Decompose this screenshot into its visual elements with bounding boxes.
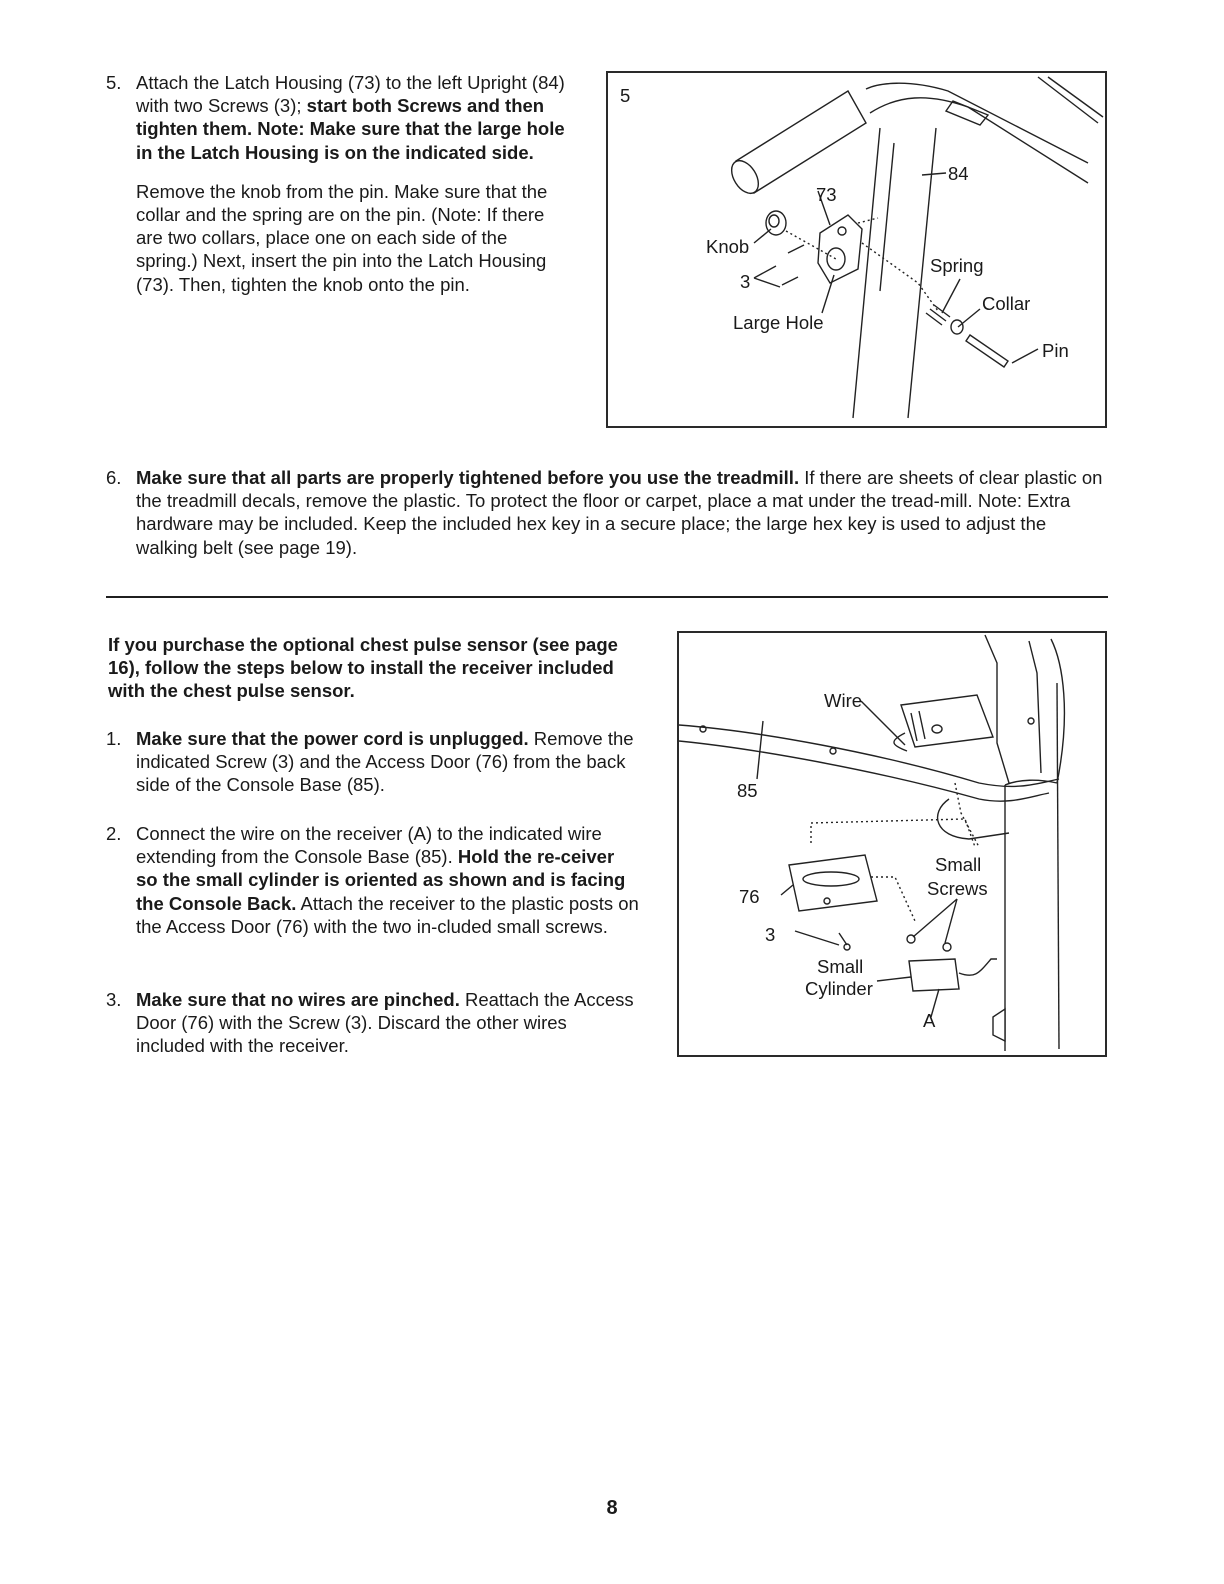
label-small-cylinder-line1: Small (817, 956, 864, 977)
label-small-screws-line1: Small (935, 854, 982, 875)
step-emphasis: Make sure that no wires are pinched. (136, 989, 460, 1010)
step-text: Remove the indicated Screw (3) and the Access Door (76) from the back side of the Console Base (85). (136, 728, 634, 796)
sensor-step-1 (106, 727, 640, 797)
label-small-cylinder-line2: Cylinder (805, 978, 873, 999)
step-text: Reattach the Access Door (76) with the Screw (3). Discard the other wires included with the receiver. (136, 989, 634, 1057)
label-part-84: 84 (948, 163, 969, 184)
step-6 (106, 466, 1108, 559)
label-part-73: 73 (816, 184, 837, 205)
step-number: 6. (106, 467, 122, 488)
chest-sensor-intro: If you purchase the optional chest pulse sensor (see page 16), follow the steps below to install the receiver included with the chest pulse sensor. (108, 634, 618, 702)
step-5-note: Remove the knob from the pin. Make sure that the collar and the spring are on the pin. (Note: If there are two collars, place one on each side of the spring.) Next, insert the pin into the Latch Housing (73). Then, tighten the knob onto the pin. (136, 180, 548, 295)
label-large-hole: Large Hole (733, 312, 824, 333)
sensor-step-3-text (136, 988, 640, 1058)
label-wire: Wire (824, 690, 863, 711)
page-number: 8 (606, 1497, 618, 1519)
step-emphasis: start both Screws and then tighten them. Note: Make sure that the large hole in the Latch Housing is on the indicated side. (136, 95, 565, 163)
step-emphasis: Make sure that the power cord is unplugged. (136, 728, 529, 749)
step-text: Attach the Latch Housing (73) to the left Upright (84) with two Screws (3); (136, 72, 565, 117)
step-emphasis: Make sure that all parts are properly tightened before you use the treadmill. (136, 467, 800, 488)
label-small-screws-line2: Screws (927, 878, 988, 899)
label-receiver-a: A (923, 1010, 936, 1031)
figure-number: 5 (620, 85, 631, 106)
step-emphasis: Hold the re-ceiver so the small cylinder is oriented as shown and is facing the Console Back. (136, 846, 626, 914)
sensor-step-3 (106, 988, 640, 1058)
step-text: Attach the receiver to the plastic posts on the Access Door (76) with the two in-cluded small screws. (136, 892, 639, 937)
latch-assembly-drawing (608, 73, 1105, 426)
receiver-install-drawing (679, 633, 1105, 1055)
figure-receiver-install (677, 631, 1107, 1057)
label-pin: Pin (1042, 340, 1069, 361)
section-divider (106, 596, 1108, 598)
step-number: 2. (106, 823, 122, 844)
label-collar: Collar (982, 293, 1031, 314)
step-text: Connect the wire on the receiver (A) to the indicated wire extending from the Console Base (85). (136, 823, 602, 868)
step-5-instruction (136, 71, 571, 164)
label-part-85: 85 (737, 780, 758, 801)
step-number: 3. (106, 989, 122, 1010)
label-screw-3: 3 (740, 271, 751, 292)
sensor-step-2 (106, 822, 640, 938)
step-number: 5. (106, 72, 122, 93)
label-spring: Spring (930, 255, 984, 276)
step-number: 1. (106, 728, 122, 749)
label-part-76: 76 (739, 886, 760, 907)
figure-latch-housing (606, 71, 1107, 428)
step-text: If there are sheets of clear plastic on the treadmill decals, remove the plastic. To protect the floor or carpet, place a mat under the tread-mill. Note: Extra hardware may be included. Keep the included hex key in a secure place; the large hex key is used to adjust the walking belt (see page 19). (136, 467, 1103, 558)
sensor-step-2-text (136, 822, 640, 938)
step-5 (106, 71, 571, 296)
label-knob: Knob (706, 236, 750, 257)
label-screw-3: 3 (765, 924, 776, 945)
sensor-step-1-text (136, 727, 640, 797)
step-6-instruction (136, 466, 1108, 559)
